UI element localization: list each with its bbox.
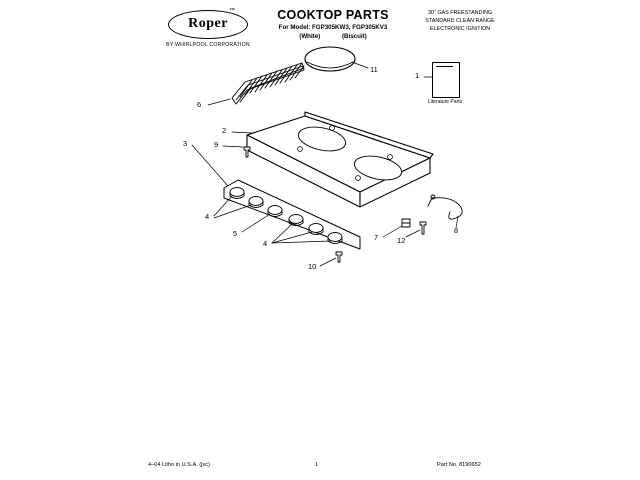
part-6-cooktop-grate <box>232 63 304 104</box>
part-7-bracket <box>402 219 410 227</box>
trademark-symbol: ™ <box>229 8 235 14</box>
literature-parts-label: Literature Parts <box>427 99 463 105</box>
callout-11: 11 <box>370 65 378 74</box>
callout-12: 12 <box>397 236 406 245</box>
spec-line-1: 30" GAS FREESTANDING <box>427 10 493 16</box>
part-9-screw <box>244 147 250 157</box>
footer-litho: 4–04 Litho in U.S.A. (jsc) <box>148 462 210 468</box>
callout-8: 8 <box>454 226 459 235</box>
part-8-igniter-harness <box>428 195 462 219</box>
spec-line-3: ELECTRONIC IGNITION <box>429 25 491 32</box>
callout-6: 6 <box>197 100 202 109</box>
footer-page-num: 1 <box>315 462 319 468</box>
page-footer <box>0 462 640 476</box>
callout-9: 9 <box>214 140 219 149</box>
footer-part-no: Part No. 8190652 <box>437 462 481 468</box>
brand-name: Roper <box>188 16 228 31</box>
callout-5: 5 <box>233 229 238 238</box>
callout-7: 7 <box>374 233 379 242</box>
callout-4-right: 4 <box>263 239 268 248</box>
callout-2: 2 <box>222 126 227 135</box>
part-10-screw <box>336 252 342 262</box>
part-1-literature-packet <box>432 62 460 98</box>
callout-4-left: 4 <box>205 212 210 221</box>
brand-subtitle: BY WHIRLPOOL CORPORATION <box>166 42 250 48</box>
callout-1: 1 <box>415 71 420 80</box>
part-12-screw <box>420 222 426 234</box>
callout-3: 3 <box>183 139 188 148</box>
callout-10: 10 <box>308 262 317 271</box>
spec-line-2: STANDARD CLEAN RANGE <box>425 17 495 24</box>
model-line: For Model: FGP305KW3, FGP305KV3 <box>278 24 388 31</box>
color-biscuit: (Biscuit) <box>341 33 367 40</box>
part-11-round-cap <box>305 47 355 71</box>
part-2-cooktop-main-top <box>247 112 433 207</box>
page-title: COOKTOP PARTS <box>277 8 389 22</box>
color-white: (White) <box>299 33 321 40</box>
